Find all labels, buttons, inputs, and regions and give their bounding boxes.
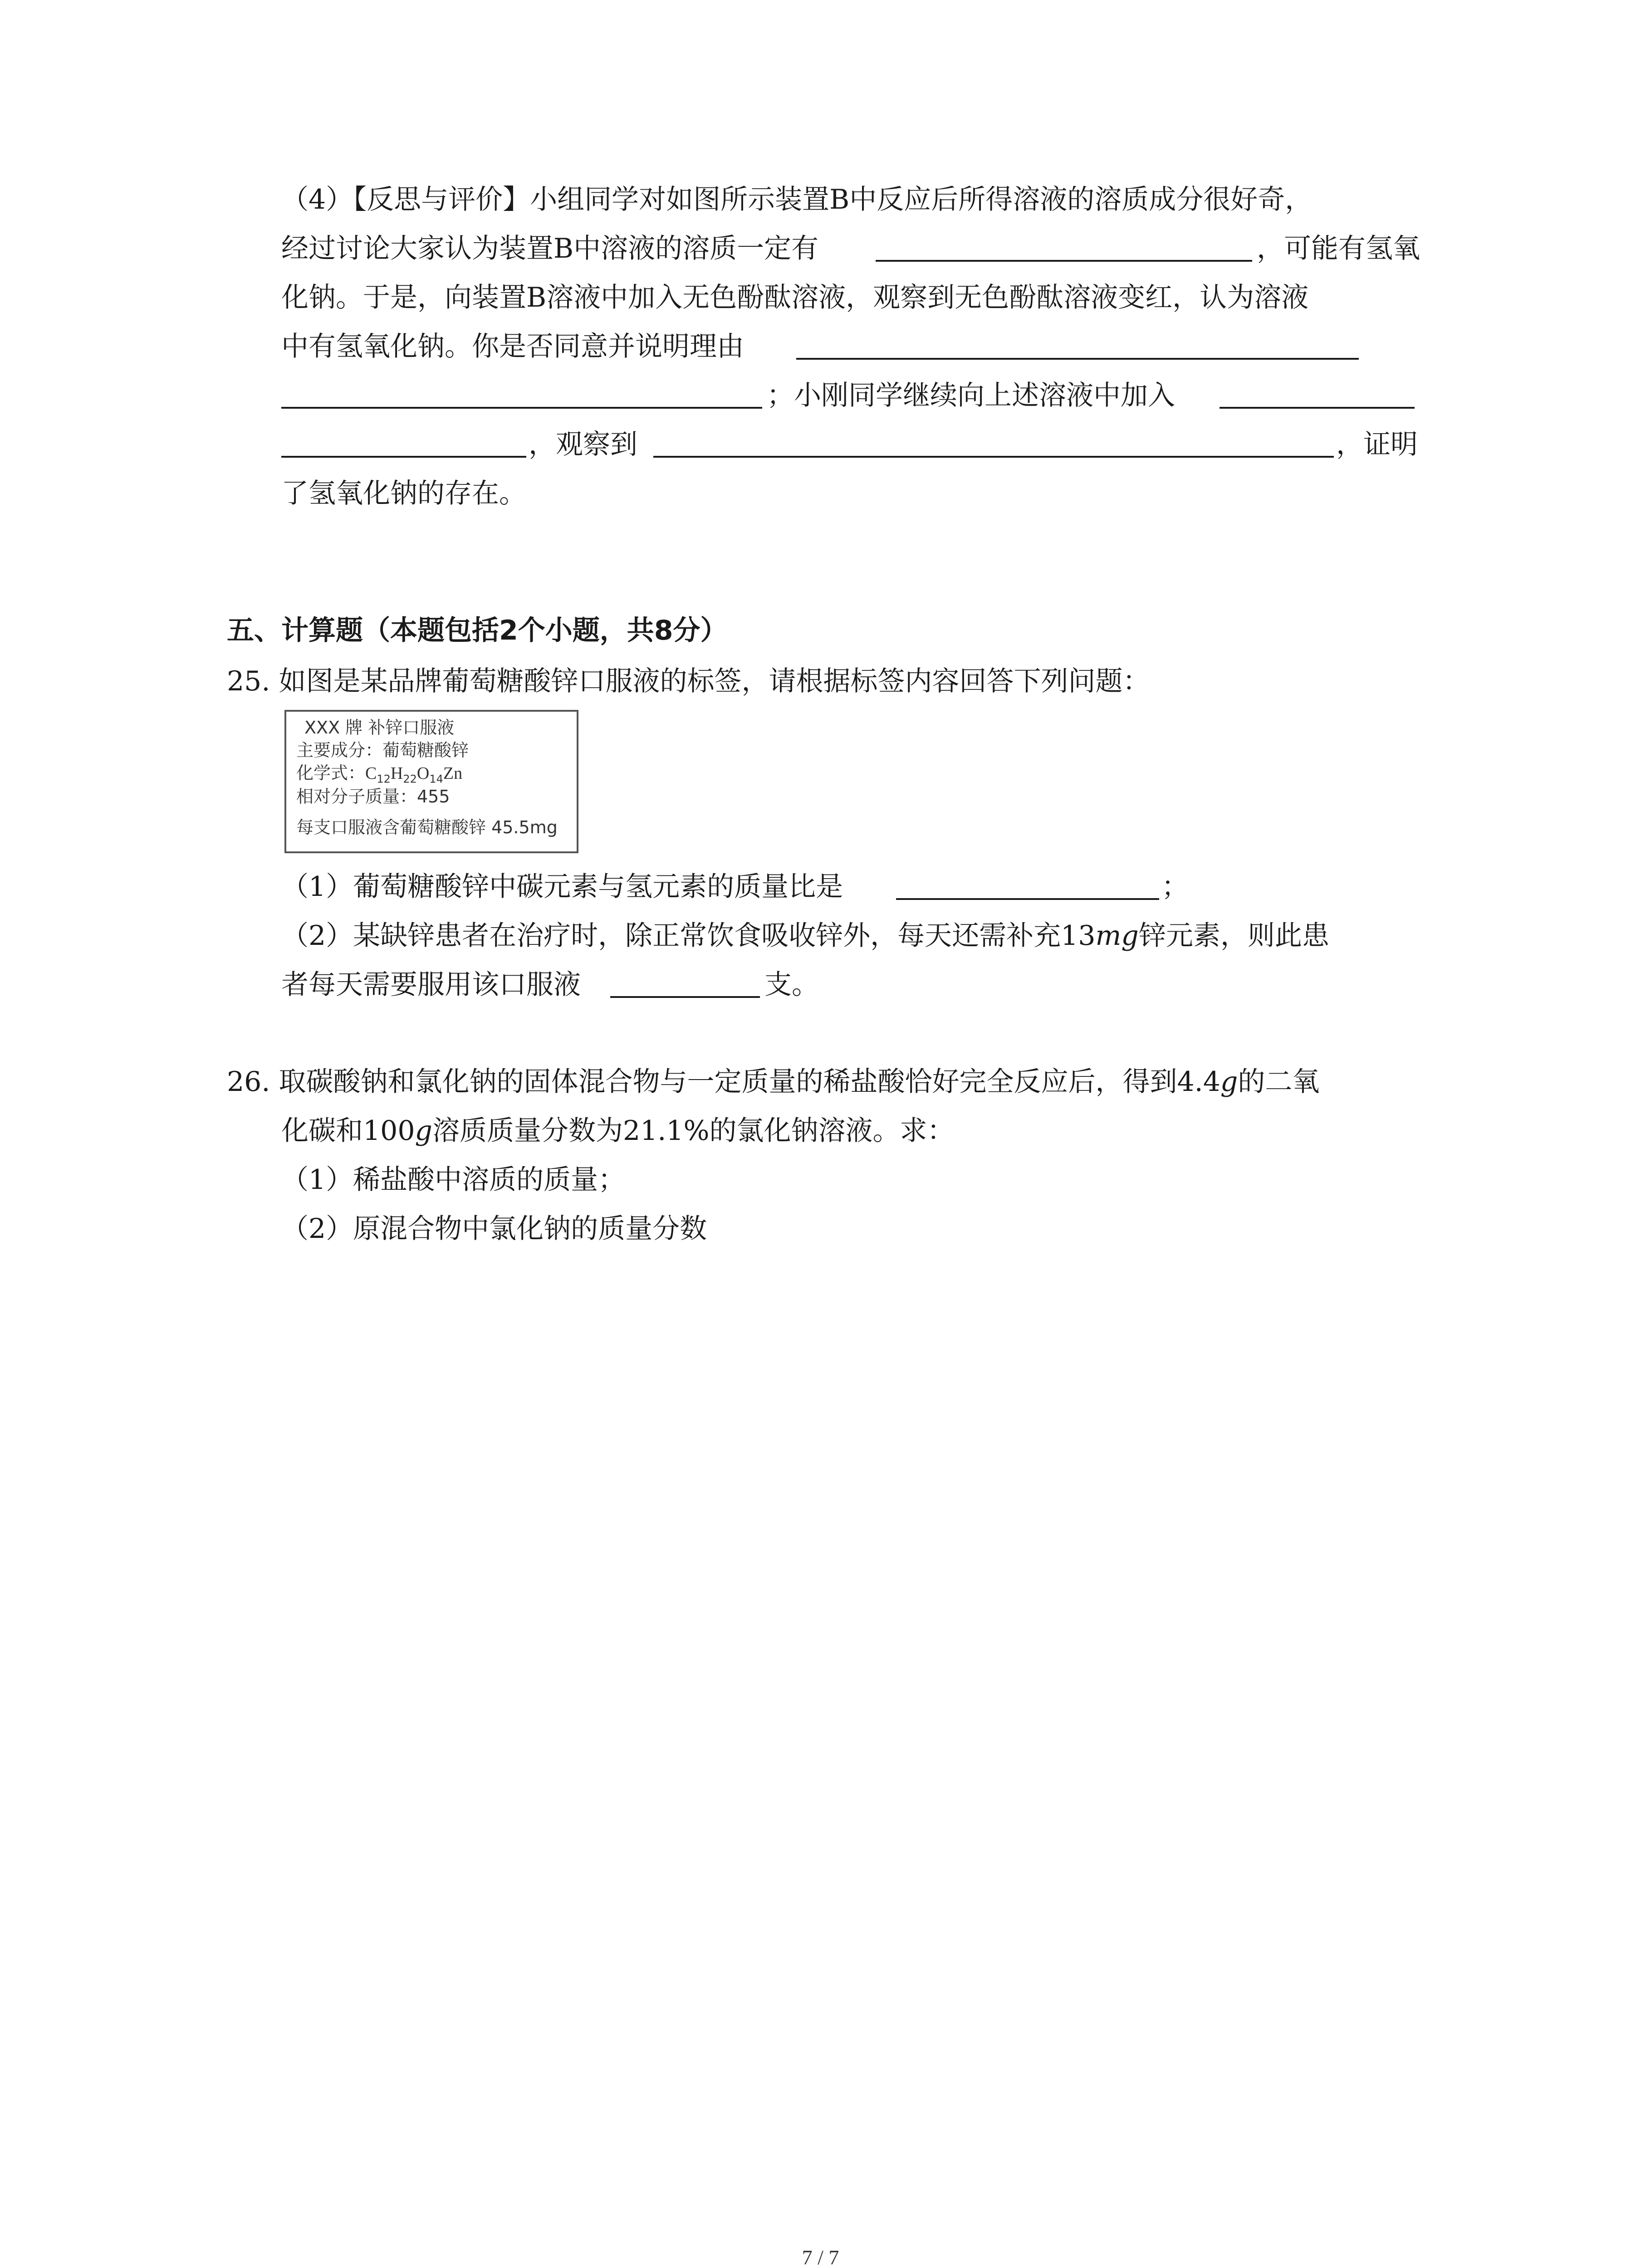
formula-zn: Zn (443, 764, 463, 783)
answer-blank-mass-ratio[interactable] (896, 898, 1159, 900)
q26-unit-2: g (415, 1115, 432, 1147)
label-formula-prefix: 化学式： (296, 763, 366, 783)
q25-part2-row (0, 913, 1641, 958)
q25-part2-b: 锌元素，则此患 (1138, 920, 1329, 952)
label-formula (296, 762, 462, 784)
formula-o-sub: 14 (429, 772, 443, 786)
answer-blank-solute[interactable] (876, 259, 1252, 262)
label-ingredient: 主要成分：葡萄糖酸锌 (296, 740, 469, 760)
q24-text-1: （4）【反思与评价】小组同学对如图所示装置B中反应后所得溶液的溶质成分很好奇， (281, 184, 1313, 215)
q24-line-4 (0, 324, 1641, 369)
formula-h: H (390, 764, 403, 783)
q26-text-1 (227, 1059, 1319, 1105)
q24-text-6b: ，证明 (1336, 429, 1418, 460)
answer-blank-reagent-2[interactable] (281, 455, 526, 458)
q24-text-2a: 经过讨论大家认为装置B中溶液的溶质一定有 (281, 233, 819, 264)
q25-stem: 25. 如图是某品牌葡萄糖酸锌口服液的标签，请根据标签内容回答下列问题： (227, 665, 1150, 697)
q24-line-2 (0, 226, 1641, 271)
answer-blank-observation[interactable] (653, 455, 1334, 458)
q24-line-5 (0, 373, 1641, 418)
formula-c: C (365, 764, 377, 783)
q24-line-7 (0, 471, 1641, 516)
label-content: 每支口服液含葡萄糖酸锌 45.5mg (296, 817, 558, 837)
section-heading-row (0, 608, 1641, 653)
q25-part1-end: ； (1161, 871, 1189, 903)
q26-part2: （2）原混合物中氯化钠的质量分数 (281, 1213, 707, 1245)
q24-text-2b: ，可能有氢氧 (1257, 233, 1420, 264)
q25-part1-row (0, 864, 1641, 909)
q26-part1: （1）稀盐酸中溶质的质量； (281, 1164, 626, 1196)
label-brand: XXX 牌 补锌口服液 (304, 718, 455, 738)
q24-text-5a: ；小刚同学继续向上述溶液中加入 (767, 380, 1175, 411)
formula-c-sub: 12 (377, 772, 391, 786)
formula-o: O (416, 764, 430, 783)
q25-part2-a: （2）某缺锌患者在治疗时，除正常饮食吸收锌外，每天还需补充13 (281, 920, 1096, 952)
q26-text-1a: 26. 取碳酸钠和氯化钠的固体混合物与一定质量的稀盐酸恰好完全反应后，得到4.4 (227, 1066, 1220, 1098)
q24-line-1 (0, 177, 1641, 222)
q24-line-6 (0, 422, 1641, 467)
formula-h-sub: 22 (403, 772, 417, 786)
label-molecular-mass: 相对分子质量：455 (296, 787, 450, 807)
q26-text-1b: 的二氧 (1238, 1066, 1320, 1098)
product-label-image (284, 710, 578, 853)
q25-part3-row (0, 962, 1641, 1007)
q24-line-3 (0, 275, 1641, 320)
q25-part2-unit: mg (1095, 920, 1139, 952)
answer-blank-reagent-1[interactable] (1220, 406, 1415, 409)
q26-row-1 (0, 1059, 1641, 1105)
q25-part3-end: 支。 (764, 969, 819, 1001)
q26-text-2 (281, 1108, 955, 1154)
q24-text-3: 化钠。于是，向装置B溶液中加入无色酚酞溶液，观察到无色酚酞溶液变红，认为溶液 (281, 282, 1309, 313)
q26-row-3 (0, 1157, 1641, 1202)
q25-part1-text: （1）葡萄糖酸锌中碳元素与氢元素的质量比是 (281, 871, 843, 903)
q26-row-4 (0, 1206, 1641, 1251)
page-number: 7 / 7 (802, 2246, 839, 2268)
answer-blank-reason-2[interactable] (281, 406, 762, 409)
q24-text-6a: ，观察到 (529, 429, 637, 460)
section-heading: 五、计算题（本题包括2个小题，共8分） (227, 615, 728, 646)
q26-text-2b: 溶质质量分数为21.1%的氯化钠溶液。求： (432, 1115, 955, 1147)
q25-part2-text (281, 913, 1329, 958)
answer-blank-reason-1[interactable] (796, 357, 1359, 360)
q26-unit-1: g (1220, 1066, 1238, 1098)
q25-part3-text: 者每天需要服用该口服液 (281, 969, 581, 1001)
q24-text-4: 中有氢氧化钠。你是否同意并说明理由 (281, 331, 744, 362)
q26-text-2a: 化碳和100 (281, 1115, 415, 1147)
q26-row-2 (0, 1108, 1641, 1154)
answer-blank-doses[interactable] (610, 996, 760, 998)
q25-stem-row (0, 659, 1641, 704)
q24-text-7: 了氢氧化钠的存在。 (281, 478, 526, 509)
